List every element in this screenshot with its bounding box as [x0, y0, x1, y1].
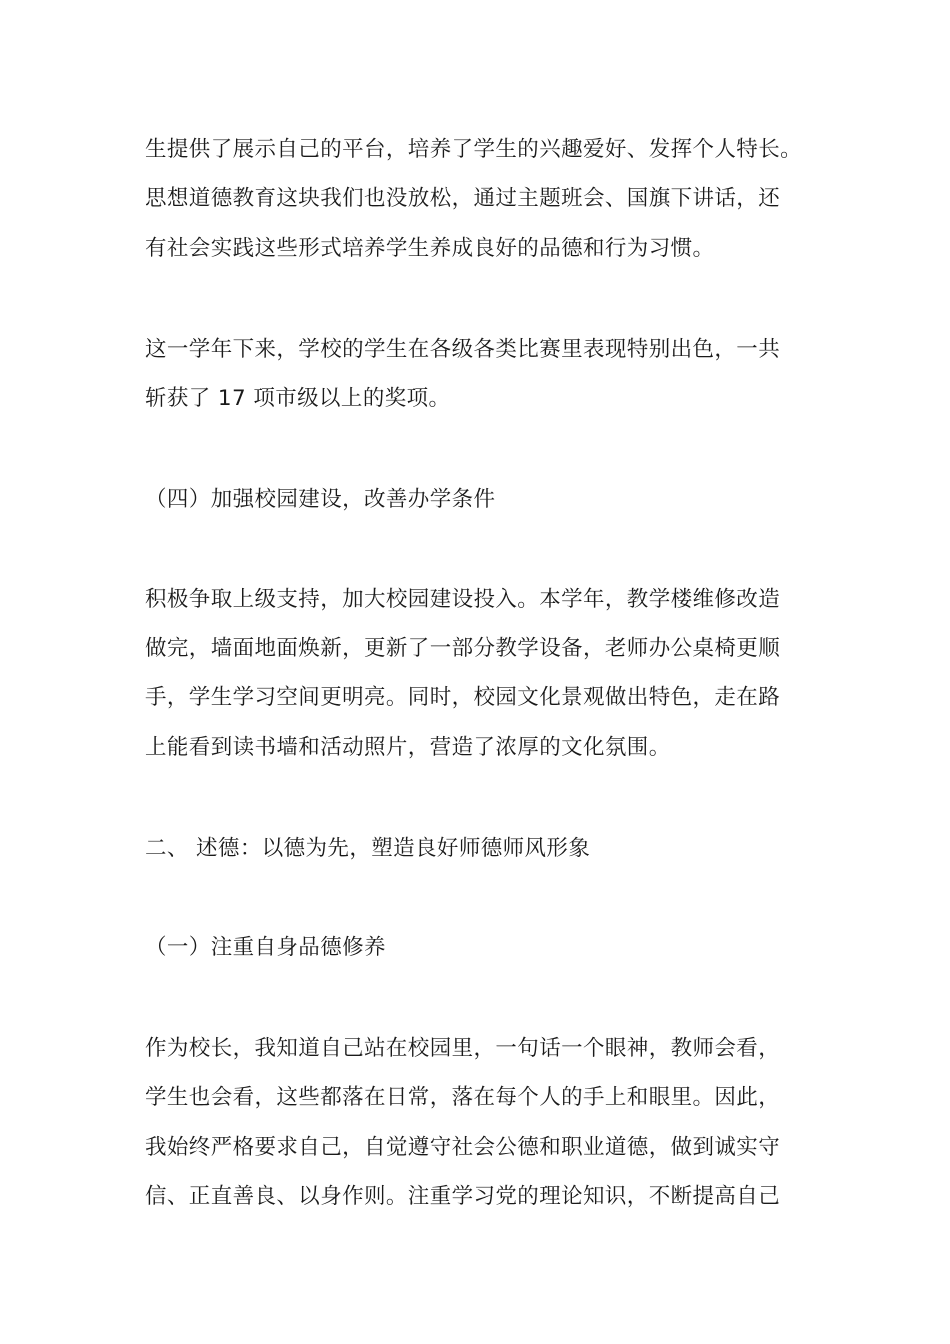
paragraph-line: 做完，墙面地面焕新，更新了一部分教学设备，老师办公桌椅更顺: [145, 636, 781, 661]
paragraph-line: 思想道德教育这块我们也没放松，通过主题班会、国旗下讲话，还: [145, 186, 781, 211]
paragraph-line: 生提供了展示自己的平台，培养了学生的兴趣爱好、发挥个人特长。: [145, 137, 803, 162]
paragraph-line: 有社会实践这些形式培养学生养成良好的品德和行为习惯。: [145, 236, 715, 261]
paragraph-line: 手，学生学习空间更明亮。同时，校园文化景观做出特色，走在路: [145, 685, 781, 710]
paragraph-line: 作为校长，我知道自己站在校园里，一句话一个眼神，教师会看，: [145, 1036, 781, 1061]
subsection-heading: （一）注重自身品德修养: [145, 935, 386, 960]
paragraph-line: 信、正直善良、以身作则。注重学习党的理论知识，不断提高自己: [145, 1184, 781, 1209]
paragraph-line: 上能看到读书墙和活动照片，营造了浓厚的文化氛围。: [145, 735, 671, 760]
paragraph-line: 这一学年下来，学校的学生在各级各类比赛里表现特别出色，一共: [145, 337, 781, 362]
paragraph-line: 斩获了 17 项市级以上的奖项。: [145, 386, 451, 411]
subsection-heading: （四）加强校园建设，改善办学条件: [145, 487, 496, 512]
paragraph-line: 我始终严格要求自己，自觉遵守社会公德和职业道德，做到诚实守: [145, 1135, 781, 1160]
paragraph-line: 学生也会看，这些都落在日常，落在每个人的手上和眼里。因此，: [145, 1085, 781, 1110]
paragraph-line: 积极争取上级支持，加大校园建设投入。本学年，教学楼维修改造: [145, 587, 781, 612]
section-heading: 二、 述德：以德为先，塑造良好师德师风形象: [145, 836, 591, 861]
